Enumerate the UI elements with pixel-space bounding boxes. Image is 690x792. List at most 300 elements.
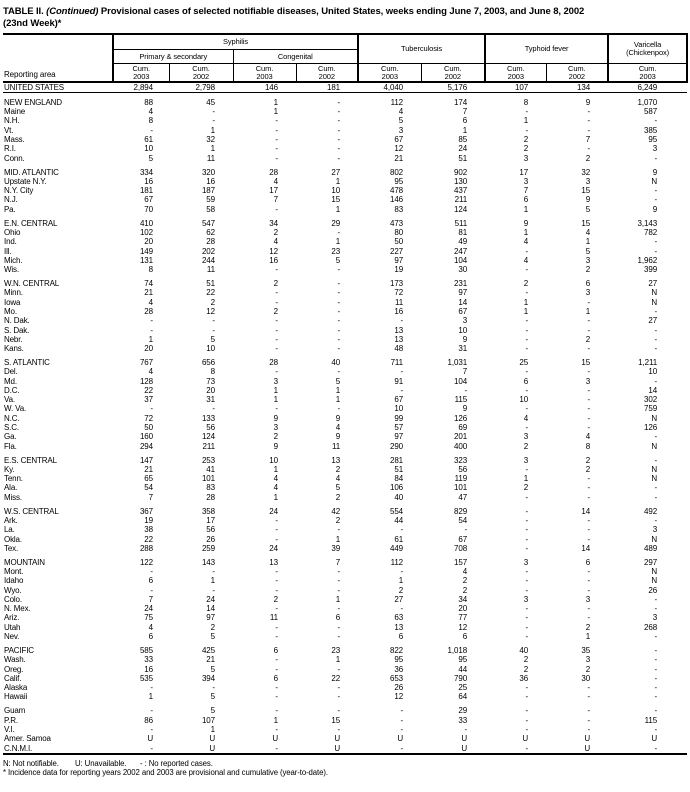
table-row	[3, 442, 687, 451]
cell: -	[525, 464, 529, 474]
cell: 2	[585, 464, 591, 474]
cell: 160	[139, 432, 153, 442]
cell: 4	[148, 367, 153, 377]
cell: 1	[398, 576, 404, 586]
cell: 13	[269, 557, 278, 567]
cell: 8	[148, 116, 153, 126]
cell: 12	[269, 246, 278, 256]
cell: 54	[144, 483, 153, 493]
cell: 5	[210, 334, 215, 344]
cell: -	[275, 265, 278, 275]
cell: U	[334, 734, 341, 744]
cell: 3	[273, 423, 278, 433]
cell: 61	[144, 135, 153, 145]
cell: -	[654, 655, 658, 665]
cell: 1	[523, 116, 529, 126]
cell: N	[651, 297, 658, 307]
cell: 759	[644, 404, 658, 414]
cell: 12	[394, 144, 404, 154]
cell: 290	[389, 441, 404, 451]
cell: 63	[394, 613, 404, 623]
cell: 3	[523, 594, 529, 604]
cell: 4	[273, 176, 278, 186]
cell: 5	[585, 204, 591, 214]
cell: 73	[206, 376, 215, 386]
table-row	[3, 544, 687, 553]
cell: 9	[273, 441, 278, 451]
row-label: Colo.	[4, 594, 22, 604]
cell: 782	[644, 227, 658, 237]
cell: -	[654, 664, 658, 674]
cell: 112	[390, 97, 404, 107]
cell: 1	[148, 692, 153, 702]
row-label: NEW ENGLAND	[4, 97, 62, 107]
cell: -	[587, 715, 591, 725]
cell: 27	[394, 594, 404, 604]
cell: 28	[144, 306, 153, 316]
cell: 146	[233, 82, 296, 93]
table-title-prefix: TABLE II.	[3, 6, 47, 17]
cell: 29	[458, 706, 468, 716]
cell: N	[651, 567, 658, 576]
cell: -	[275, 344, 278, 354]
cell: -	[400, 367, 404, 377]
cell: 28	[269, 167, 278, 177]
cell: 253	[201, 455, 215, 465]
table-row	[3, 98, 687, 107]
col-header-cum-2002-3: Cum. 2002	[296, 64, 358, 83]
cell: 1	[273, 464, 278, 474]
table-row	[3, 256, 687, 265]
cell: -	[275, 125, 278, 135]
table-row	[3, 576, 687, 585]
cell: 259	[201, 543, 215, 553]
cell: 3	[523, 153, 529, 163]
cell: -	[337, 107, 341, 117]
cell: -	[587, 395, 591, 405]
cell: 101	[454, 483, 468, 493]
cell: 104	[454, 376, 468, 386]
col-header-cum-2002-5: Cum. 2002	[421, 64, 485, 83]
cell: 244	[201, 255, 215, 265]
cell: -	[525, 715, 529, 725]
cell: 2	[523, 441, 529, 451]
table-row	[3, 632, 687, 641]
cell: 9	[523, 218, 529, 228]
cell: N	[651, 576, 658, 586]
cell: 3	[462, 316, 468, 326]
cell: 1	[523, 297, 529, 307]
cell: 36	[394, 664, 404, 674]
cell: 67	[394, 395, 404, 405]
cell: 2	[210, 297, 215, 307]
cell: 10	[648, 367, 658, 377]
cell: 4	[523, 255, 529, 265]
cell: U	[522, 734, 529, 744]
cell: 5	[585, 246, 591, 256]
cell: 72	[394, 288, 404, 298]
cell: 767	[139, 357, 153, 367]
row-label: D.C.	[4, 385, 20, 395]
table-row	[3, 665, 687, 674]
table-row	[3, 344, 687, 353]
cell: 6,249	[608, 82, 687, 93]
cell: -	[275, 664, 278, 674]
cell: 3	[523, 557, 529, 567]
row-label: Idaho	[4, 576, 24, 586]
cell: 1	[462, 125, 468, 135]
row-label: N. Dak.	[4, 316, 30, 326]
col-header-cum-2003-4: Cum. 2003	[358, 64, 421, 83]
cell: 5	[398, 116, 404, 126]
row-label: Md.	[4, 376, 17, 386]
cell: 65	[144, 474, 153, 484]
cell: 3	[585, 255, 591, 265]
cell: -	[337, 306, 341, 316]
cell: -	[464, 724, 468, 734]
cell: 174	[454, 97, 468, 107]
cell: -	[275, 135, 278, 145]
cell: 13	[394, 622, 404, 632]
table-row	[3, 456, 687, 465]
row-label: Fla.	[4, 441, 17, 451]
table-row	[3, 744, 687, 754]
cell: 1	[335, 395, 341, 405]
cell: -	[150, 706, 153, 716]
row-label: Conn.	[4, 153, 25, 163]
cell: -	[654, 594, 658, 604]
row-label: Ark.	[4, 515, 18, 525]
cell: 40	[331, 357, 341, 367]
cell: 85	[458, 135, 468, 145]
cell: -	[654, 692, 658, 702]
cell: 13	[394, 325, 404, 335]
table-row	[3, 168, 687, 177]
row-label: Mass.	[4, 135, 25, 145]
cell: 14	[458, 297, 468, 307]
cell: -	[525, 107, 529, 117]
cell: 30	[581, 673, 591, 683]
cell: 1	[273, 97, 278, 107]
cell: 4	[523, 413, 529, 423]
table-row	[3, 335, 687, 344]
cell: -	[275, 724, 278, 734]
cell: 3	[523, 176, 529, 186]
cell: 211	[202, 441, 215, 451]
cell: 3	[585, 594, 591, 604]
cell: 10	[144, 144, 153, 154]
cell: 19	[144, 515, 153, 525]
cell: 6	[398, 632, 404, 642]
cell: 101	[201, 474, 215, 484]
cell: 201	[454, 432, 468, 442]
cell: 75	[144, 613, 153, 623]
cell: 3	[273, 376, 278, 386]
cell: 16	[394, 306, 404, 316]
row-label: W.N. CENTRAL	[4, 279, 60, 289]
cell: 11	[206, 265, 215, 275]
table-title-rest: Provisional cases of selected notifiable diseases, United States, weeks ending June 7, 2003, and June 8, 2002	[98, 6, 585, 17]
cell: -	[337, 97, 341, 107]
cell: 20	[206, 385, 215, 395]
cell: -	[587, 492, 591, 502]
cell: -	[587, 144, 591, 154]
cell: 358	[201, 506, 215, 516]
cell: -	[525, 692, 529, 702]
notifiable-diseases-table	[3, 33, 688, 755]
cell: -	[587, 692, 591, 702]
row-label: S. ATLANTIC	[4, 357, 50, 367]
cell: -	[400, 385, 404, 395]
cell: 5	[335, 376, 341, 386]
cell: 1	[335, 594, 341, 604]
cell: 27	[648, 316, 658, 326]
cell: -	[337, 404, 341, 414]
cell: 2	[585, 153, 591, 163]
cell: -	[400, 525, 404, 535]
cell: 585	[139, 645, 153, 655]
cell: -	[275, 288, 278, 298]
cell: -	[654, 455, 658, 465]
cell: 2	[523, 664, 529, 674]
cell: 1,962	[637, 255, 658, 265]
cell: U	[272, 734, 278, 744]
cell: -	[525, 543, 529, 553]
cell: 1	[210, 724, 215, 734]
cell: 294	[139, 441, 153, 451]
cell: 25	[458, 683, 468, 693]
row-label: La.	[4, 525, 15, 535]
cell: 21	[144, 288, 153, 298]
cell: 41	[206, 464, 215, 474]
cell: 67	[458, 534, 468, 544]
cell: -	[587, 344, 591, 354]
cell: -	[337, 116, 341, 126]
cell: 143	[201, 557, 215, 567]
cell: 83	[206, 483, 215, 493]
cell: 11	[269, 613, 278, 623]
cell: -	[337, 632, 341, 642]
cell: -	[654, 325, 658, 335]
cell: 6	[335, 613, 341, 623]
cell: U	[546, 744, 608, 754]
cell: 12	[394, 692, 404, 702]
row-label: W.S. CENTRAL	[4, 506, 59, 516]
cell: 8	[523, 97, 529, 107]
cell: 26	[648, 585, 658, 595]
cell: -	[525, 534, 529, 544]
cell: -	[587, 683, 591, 693]
cell: 86	[144, 715, 153, 725]
cell: 59	[206, 195, 215, 205]
cell: U	[147, 734, 153, 744]
cell: 10	[269, 455, 278, 465]
cell: -	[587, 525, 591, 535]
cell: 1	[273, 715, 278, 725]
row-label: Guam	[4, 706, 26, 716]
cell: 2	[585, 265, 591, 275]
table-row	[3, 228, 687, 237]
cell: 51	[458, 153, 468, 163]
cell: 88	[144, 97, 153, 107]
cell: 181	[139, 186, 153, 196]
cell: 5	[335, 483, 341, 493]
cell: -	[337, 567, 341, 576]
cell: 5	[148, 153, 153, 163]
cell: -	[525, 423, 529, 433]
row-label: Ohio	[4, 227, 21, 237]
mmwr-table-page	[3, 0, 687, 778]
cell: 9	[273, 413, 278, 423]
cell: -	[337, 153, 341, 163]
cell: 2,894	[113, 82, 169, 93]
cell: 106	[389, 483, 404, 493]
cell: 15	[331, 195, 341, 205]
cell: 2	[273, 594, 278, 604]
cell: -	[150, 316, 153, 326]
cell: 3	[585, 288, 591, 298]
table-row	[3, 386, 687, 395]
cell: -	[654, 604, 658, 614]
cell: 9	[652, 167, 658, 177]
cell: 478	[389, 186, 404, 196]
row-label: C.N.M.I.	[3, 744, 113, 754]
cell: -	[212, 567, 215, 576]
cell: 2	[273, 432, 278, 442]
cell: 95	[394, 655, 404, 665]
cell: 288	[139, 543, 153, 553]
cell: 32	[581, 167, 591, 177]
cell: -	[525, 506, 529, 516]
cell: -	[150, 683, 153, 693]
cell: 26	[394, 683, 404, 693]
cell: 25	[519, 357, 529, 367]
cell: 84	[394, 474, 404, 484]
cell: -	[212, 316, 215, 326]
row-label: Maine	[4, 107, 26, 117]
cell: 8	[148, 265, 153, 275]
col-header-cum-2003-6: Cum. 2003	[485, 64, 546, 83]
cell: -	[587, 576, 591, 586]
cell: 147	[139, 455, 153, 465]
cell: 14	[581, 506, 591, 516]
cell: 822	[389, 645, 404, 655]
cell: -	[337, 125, 341, 135]
cell: 74	[144, 279, 153, 289]
row-label: Del.	[4, 367, 18, 377]
cell: -	[587, 724, 591, 734]
row-label: Iowa	[4, 297, 21, 307]
cell: 35	[581, 645, 591, 655]
group-header-tuberculosis: Tuberculosis	[358, 34, 485, 64]
cell: -	[587, 413, 591, 423]
cell: 38	[144, 525, 153, 535]
cell: 67	[144, 195, 153, 205]
cell: 57	[394, 423, 404, 433]
cell: 7	[585, 135, 591, 145]
row-label: N.J.	[4, 195, 18, 205]
cell: 19	[394, 265, 404, 275]
table-row	[3, 307, 687, 316]
cell: 24	[144, 604, 153, 614]
cell: -	[525, 367, 529, 377]
cell: N	[651, 288, 658, 298]
cell: 297	[644, 557, 658, 567]
group-header-varicella	[608, 34, 687, 64]
cell: -	[654, 492, 658, 502]
cell: -	[587, 534, 591, 544]
cell: -	[212, 116, 215, 126]
cell: 2	[585, 455, 591, 465]
cell: -	[337, 135, 341, 145]
table-row	[3, 298, 687, 307]
cell: -	[587, 567, 591, 576]
cell: 40	[394, 492, 404, 502]
cell: 45	[206, 97, 215, 107]
cell: 44	[458, 664, 468, 674]
cell: 653	[389, 673, 404, 683]
cell: 1,018	[447, 645, 468, 655]
cell: -	[654, 632, 658, 642]
cell: 28	[269, 357, 278, 367]
cell: -	[587, 604, 591, 614]
table-row	[3, 734, 687, 743]
legend-line	[3, 759, 687, 769]
row-label: Calif.	[4, 673, 22, 683]
cell: N	[651, 441, 658, 451]
cell: -	[587, 613, 591, 623]
col-header-cum-2003-0: Cum. 2003	[113, 64, 169, 83]
cell: 26	[206, 534, 215, 544]
row-label: Wash.	[4, 655, 26, 665]
cell: 4	[523, 237, 529, 247]
cell: 231	[454, 279, 468, 289]
cell: 51	[206, 279, 215, 289]
cell: -	[525, 404, 529, 414]
cell: 4	[585, 432, 591, 442]
cell: -	[337, 316, 341, 326]
cell: 5	[210, 632, 215, 642]
cell: 4,040	[358, 82, 421, 93]
table-row	[3, 465, 687, 474]
cell: 2	[523, 279, 529, 289]
cell: 535	[139, 673, 153, 683]
table-row	[3, 195, 687, 204]
table-row	[3, 595, 687, 604]
table-row	[3, 279, 687, 288]
row-label: V.I.	[4, 724, 15, 734]
cell: -	[525, 576, 529, 586]
cell: 15	[331, 715, 341, 725]
cell: -	[113, 744, 169, 754]
row-label: Ga.	[4, 432, 17, 442]
cell: 39	[331, 543, 341, 553]
table-row	[3, 144, 687, 153]
cell: -	[464, 385, 468, 395]
cell: -	[587, 474, 591, 484]
table-row	[3, 154, 687, 163]
table-row	[3, 483, 687, 492]
cell: -	[275, 316, 278, 326]
table-row	[3, 683, 687, 692]
cell: 11	[206, 153, 215, 163]
row-label: Hawaii	[4, 692, 28, 702]
cell: 3	[523, 432, 529, 442]
cell: U	[461, 734, 468, 744]
cell: 20	[144, 344, 153, 354]
cell: -	[275, 622, 278, 632]
row-label: Kans.	[4, 344, 24, 354]
